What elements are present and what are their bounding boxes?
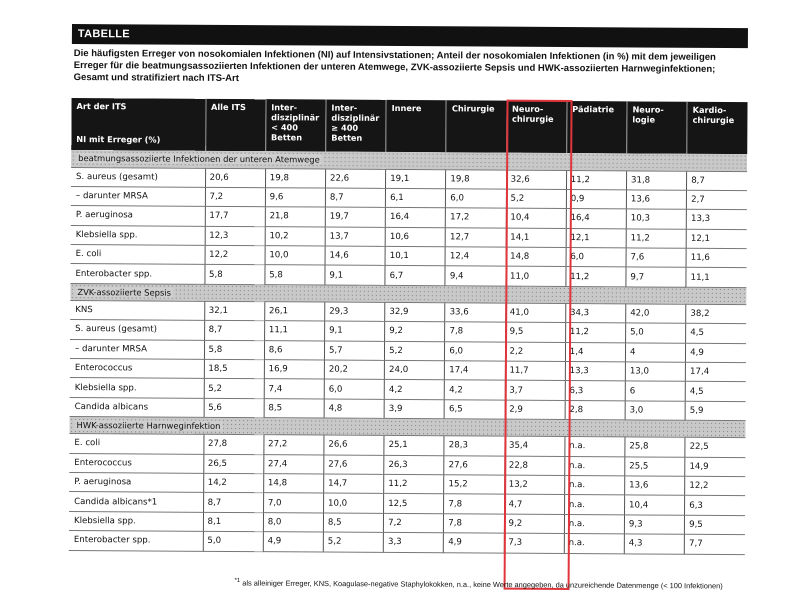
value-cell: 4,2 [384, 380, 444, 400]
value-cell: 18,5 [204, 359, 264, 379]
value-cell: 6 [625, 381, 685, 401]
value-cell: 3,3 [383, 533, 443, 553]
value-cell: 4,9 [263, 532, 323, 552]
value-cell: 11,2 [626, 229, 686, 249]
value-cell: 14,7 [324, 474, 384, 494]
value-cell: 9,1 [325, 321, 385, 341]
value-cell: 10,1 [385, 246, 445, 266]
value-cell: 7,6 [626, 248, 686, 268]
value-cell: 29,3 [325, 302, 385, 322]
value-cell: 15,2 [444, 475, 504, 495]
table-row [69, 531, 745, 555]
value-cell: 27,8 [203, 434, 263, 454]
value-cell: 2,7 [687, 190, 747, 210]
value-cell: 10,0 [265, 246, 325, 266]
value-cell: 12,1 [686, 229, 746, 249]
value-cell: 17,4 [685, 362, 745, 382]
value-cell: 7,7 [684, 534, 744, 554]
value-cell: 20,6 [205, 168, 265, 188]
value-cell: 19,8 [265, 168, 325, 188]
value-cell: 25,5 [625, 456, 685, 476]
value-cell: 7,0 [263, 493, 323, 513]
value-cell: 8,1 [203, 512, 263, 532]
value-cell: 8,5 [264, 398, 324, 418]
value-cell: 8,0 [263, 512, 323, 532]
column-header: Inter-disziplinär ≥ 400 Betten [326, 100, 387, 152]
value-cell: 4 [625, 343, 685, 363]
value-cell: 4,5 [686, 323, 746, 343]
value-cell: 6,7 [385, 266, 445, 286]
value-cell: 25,1 [384, 436, 444, 456]
value-cell: 5,6 [204, 398, 264, 418]
value-cell: 6,0 [446, 189, 506, 209]
value-cell: 16,9 [264, 360, 324, 380]
value-cell: 7,8 [444, 514, 504, 534]
column-header: Pädiatrie [566, 101, 627, 153]
value-cell: 17,7 [205, 207, 265, 227]
value-cell: 14,8 [263, 474, 323, 494]
value-cell: 27,4 [264, 454, 324, 474]
table-body [69, 150, 747, 554]
value-cell: 10,4 [506, 208, 566, 228]
value-cell: 27,6 [324, 455, 384, 475]
table-caption: Die häufigsten Erreger von nosokomialen Infektionen (NI) auf Intensivstationen; Anteil der nosokomialen Infektionen (in %) mit dem jeweiligen Erreger für die beatmungsassoziierten Infektionen der unteren Atemwege, ZVK-assoziierte Sepsis und HWK-assoziierten Harnweginfektionen; Gesamt und stratifiziert nach ITS-Art [73, 48, 716, 85]
pathogen-name: Enterobacter spp. [69, 531, 203, 551]
value-cell: 5,0 [626, 323, 686, 343]
value-cell: 42,0 [626, 304, 686, 324]
value-cell: 26,3 [384, 455, 444, 475]
footnote [235, 578, 755, 591]
value-cell: 7,2 [205, 187, 265, 207]
value-cell: 9,1 [325, 266, 385, 286]
value-cell: 16,4 [566, 209, 626, 229]
value-cell: 22,6 [325, 169, 385, 189]
value-cell: 12,7 [446, 227, 506, 247]
value-cell: 10,3 [626, 209, 686, 229]
value-cell: 5,0 [203, 531, 263, 551]
column-header: Neuro-chirurgie [506, 101, 567, 153]
pathogen-name: – darunter MRSA [70, 339, 204, 359]
value-cell: n.a. [565, 437, 625, 457]
scanned-table-page [69, 24, 748, 600]
pathogen-name: Klebsiella spp. [69, 511, 203, 531]
value-cell: 5,8 [265, 265, 325, 285]
value-cell: n.a. [564, 514, 624, 534]
value-cell: 9,4 [445, 266, 505, 286]
value-cell: 3,7 [505, 381, 565, 401]
pathogen-name: KNS [70, 300, 204, 320]
value-cell: 6,0 [445, 341, 505, 361]
value-cell: 14,1 [506, 228, 566, 248]
pathogen-name: Enterococcus [69, 453, 203, 473]
column-header: Alle ITS [205, 99, 266, 151]
value-cell: 11,1 [686, 268, 746, 288]
value-cell: 32,1 [204, 301, 264, 321]
value-cell: 13,0 [625, 362, 685, 382]
value-cell: 11,7 [505, 361, 565, 381]
value-cell: 7,8 [445, 322, 505, 342]
value-cell: 6,1 [386, 188, 446, 208]
value-cell: 26,6 [324, 435, 384, 455]
value-cell: 11,1 [264, 321, 324, 341]
value-cell: 3,0 [625, 401, 685, 421]
value-cell: 4,9 [444, 533, 504, 553]
value-cell: 20,2 [324, 360, 384, 380]
value-cell: 5,9 [685, 401, 745, 421]
value-cell: 8,5 [323, 513, 383, 533]
value-cell: 8,6 [264, 340, 324, 360]
value-cell: 8,7 [203, 493, 263, 513]
value-cell: 10,4 [624, 495, 684, 515]
pathogen-name: Klebsiella spp. [71, 225, 205, 245]
value-cell: 19,1 [386, 169, 446, 189]
value-cell: 4,3 [624, 534, 684, 554]
pathogen-name: P. aeruginosa [69, 472, 203, 492]
table-banner: TABELLE [72, 24, 748, 48]
value-cell: 16,4 [385, 208, 445, 228]
section-title: ZVK-assoziierte Sepsis [77, 286, 172, 298]
value-cell: 26,1 [264, 302, 324, 322]
value-cell: 12,3 [205, 226, 265, 246]
value-cell: 9,7 [626, 267, 686, 287]
value-cell: 7,8 [444, 494, 504, 514]
column-header: Neuro-logie [627, 101, 688, 153]
value-cell: 41,0 [505, 303, 565, 323]
value-cell: 5,8 [204, 340, 264, 360]
pathogen-name: Candida albicans*1 [69, 492, 203, 512]
value-cell: 10,6 [385, 227, 445, 247]
value-cell: n.a. [565, 456, 625, 476]
value-cell: 19,8 [446, 169, 506, 189]
value-cell: 11,2 [566, 267, 626, 287]
table-header [71, 98, 747, 154]
value-cell: 14,8 [506, 247, 566, 267]
value-cell: 12,2 [205, 245, 265, 265]
pathogen-name: Enterococcus [70, 359, 204, 379]
value-cell: 4,8 [324, 399, 384, 419]
value-cell: 27,6 [444, 455, 504, 475]
value-cell: n.a. [564, 534, 624, 554]
header-its-type-label: Art der ITS [76, 101, 127, 112]
value-cell: 12,4 [445, 247, 505, 267]
value-cell: 4,2 [445, 380, 505, 400]
value-cell: 12,2 [685, 476, 745, 496]
value-cell: 2,9 [505, 400, 565, 420]
value-cell: 8,7 [325, 188, 385, 208]
value-cell: 13,6 [626, 190, 686, 210]
pathogen-name: P. aeruginosa [71, 206, 205, 226]
value-cell: 9,5 [685, 515, 745, 535]
value-cell: 19,7 [325, 207, 385, 227]
header-ni-label: NI mit Erreger (%) [76, 134, 161, 145]
pathogen-name: Enterobacter spp. [70, 264, 204, 284]
value-cell: 12,1 [566, 228, 626, 248]
pathogen-name: Candida albicans [70, 397, 204, 417]
value-cell: 5,2 [385, 341, 445, 361]
value-cell: 6,5 [444, 400, 504, 420]
value-cell: 14,9 [685, 457, 745, 477]
value-cell: 13,2 [504, 475, 564, 495]
value-cell: 9,2 [504, 514, 564, 534]
value-cell: 9,3 [624, 515, 684, 535]
value-cell: 6,3 [685, 496, 745, 516]
value-cell: 22,5 [685, 437, 745, 457]
value-cell: 38,2 [686, 304, 746, 324]
pathogen-name: S. aureus (gesamt) [70, 320, 204, 340]
pathogen-table [69, 98, 748, 555]
footnote-text: als alleiniger Erreger, KNS, Koagulase-negative Staphylokokken, n.a., keine Werte angegeben, da unzureichende Datenmenge (< 100 Infektionen) [242, 578, 723, 591]
value-cell: 0,9 [566, 189, 626, 209]
column-header: Kardio-chirurgie [687, 102, 748, 154]
value-cell: n.a. [564, 495, 624, 515]
value-cell: 5,8 [204, 265, 264, 285]
value-cell: 26,5 [203, 454, 263, 474]
value-cell: 11,0 [505, 267, 565, 287]
value-cell: 3,9 [384, 399, 444, 419]
value-cell: 34,3 [565, 303, 625, 323]
value-cell: 11,2 [384, 474, 444, 494]
value-cell: 8,7 [204, 321, 264, 341]
value-cell: 25,8 [625, 437, 685, 457]
value-cell: 6,3 [565, 381, 625, 401]
value-cell: 7,4 [264, 379, 324, 399]
value-cell: 17,2 [446, 208, 506, 228]
header-its-type [71, 98, 205, 151]
value-cell: 6,0 [324, 379, 384, 399]
value-cell: 33,6 [445, 303, 505, 323]
value-cell: 32,6 [506, 170, 566, 190]
value-cell: 6,0 [566, 248, 626, 268]
value-cell: 5,2 [506, 189, 566, 209]
value-cell: 4,5 [685, 382, 745, 402]
value-cell: 2,2 [505, 342, 565, 362]
value-cell: 35,4 [504, 436, 564, 456]
value-cell: 7,2 [384, 513, 444, 533]
pathogen-name: E. coli [71, 245, 205, 265]
footnote-mark: *1 [234, 578, 241, 585]
pathogen-name: E. coli [69, 434, 203, 454]
value-cell: 10,0 [323, 493, 383, 513]
column-header: Chirurgie [446, 100, 507, 152]
value-cell: 22,8 [504, 456, 564, 476]
section-title: HWK-assoziierte Harnweginfektion [76, 420, 221, 432]
value-cell: 9,2 [385, 322, 445, 342]
value-cell: 12,5 [384, 494, 444, 514]
value-cell: 31,8 [626, 170, 686, 190]
value-cell: 13,7 [325, 227, 385, 247]
value-cell: 5,2 [323, 532, 383, 552]
value-cell: 13,3 [686, 210, 746, 230]
value-cell: 28,3 [444, 436, 504, 456]
section-title: beatmungsassoziierte Infektionen der unteren Atemwege [78, 153, 320, 165]
value-cell: 14,2 [203, 473, 263, 493]
value-cell: 17,4 [445, 361, 505, 381]
value-cell: 10,2 [265, 226, 325, 246]
pathogen-name: S. aureus (gesamt) [71, 167, 205, 187]
value-cell: 8,7 [687, 171, 747, 191]
value-cell: 32,9 [385, 302, 445, 322]
value-cell: 11,2 [566, 170, 626, 190]
value-cell: 4,9 [686, 343, 746, 363]
value-cell: 13,3 [565, 362, 625, 382]
value-cell: 4,7 [504, 495, 564, 515]
value-cell: n.a. [564, 475, 624, 495]
pathogen-name: – darunter MRSA [71, 186, 205, 206]
value-cell: 11,6 [686, 248, 746, 268]
value-cell: 5,2 [204, 379, 264, 399]
value-cell: 13,6 [625, 476, 685, 496]
value-cell: 24,0 [384, 360, 444, 380]
value-cell: 2,8 [565, 400, 625, 420]
value-cell: 7,3 [504, 533, 564, 553]
column-header: Innere [386, 100, 447, 152]
value-cell: 27,2 [264, 435, 324, 455]
value-cell: 5,7 [324, 341, 384, 361]
value-cell: 9,6 [265, 188, 325, 208]
value-cell: 14,6 [325, 246, 385, 266]
column-header: Inter-disziplinär < 400 Betten [265, 99, 326, 151]
value-cell: 11,2 [565, 323, 625, 343]
value-cell: 9,5 [505, 322, 565, 342]
value-cell: 1,4 [565, 342, 625, 362]
pathogen-name: Klebsiella spp. [70, 378, 204, 398]
value-cell: 21,8 [265, 207, 325, 227]
